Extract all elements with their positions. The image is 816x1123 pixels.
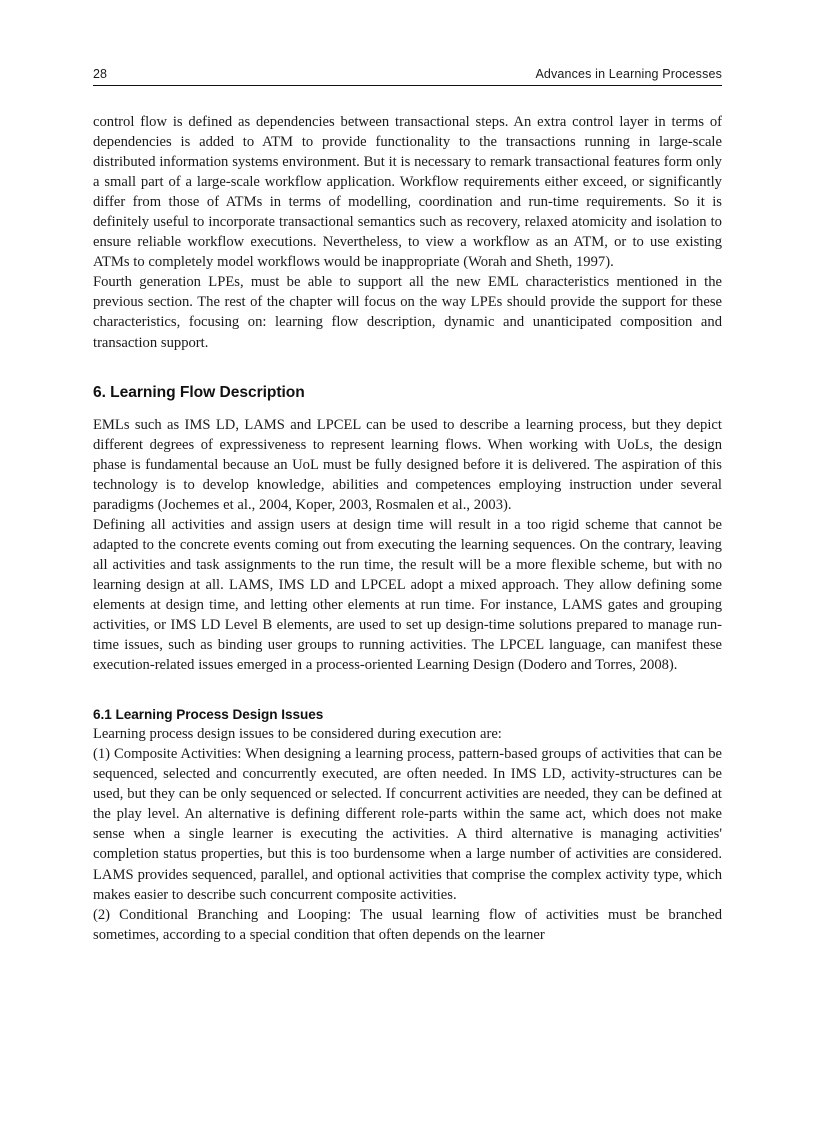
paragraph-control-flow: control flow is defined as dependencies between transactional steps. An extra control layer in terms of dependencies is added to ATM to provide functionality to the transactions running in large-scale distributed information systems environment. But it is necessary to remark transactional features form only a small part of a large-scale workflow application. Workflow requirements either exceed, or significantly differ from those of ATMs in terms of modelling, coordination and run-time requirements. So it is definitely useful to incorporate transactional semantics such as recovery, relaxed atomicity and isolation to ensure reliable workflow executions. Nevertheless, to view a workflow as an ATM, or to use existing ATMs to completely model workflows would be inappropriate (Worah and Sheth, 1997).	[93, 114, 722, 271]
spacer-after-section-6	[93, 403, 722, 415]
heading-section-6: 6. Learning Flow Description	[93, 383, 305, 401]
running-title: Advances in Learning Processes	[535, 67, 722, 81]
paragraph-design-issues-intro: Learning process design issues to be considered during execution are:	[93, 726, 502, 743]
running-head	[93, 68, 722, 86]
paragraph-fourth-generation-lpes: Fourth generation LPEs, must be able to support all the new EML characteristics mentioned in the previous section. The rest of the chapter will focus on the way LPEs should provide the support for these characteristics, focusing on: learning flow description, dynamic and unanticipated composition and transaction support.	[93, 274, 722, 351]
page-number: 28	[93, 67, 108, 81]
paragraph-defining-activities: Defining all activities and assign users at design time will result in a too rigid scheme that cannot be adapted to the concrete events coming out from executing the learning sequences. On the contrary, leaving all activities and task assignments to the run time, the result will be a more flexible scheme, but with no learning design at all. LAMS, IMS LD and LPCEL adopt a mixed approach. They allow defining some elements at design time, and letting other elements at run time. For instance, LAMS gates and grouping activities, or IMS LD Level B elements, are used to set up design-time solutions prepared to manage run-time issues, such as binding user groups to running activities. The LPCEL language, can manifest these execution-related issues emerged in a process-oriented Learning Design (Dodero and Torres, 2008).	[93, 516, 722, 674]
heading-subsection-6-1: 6.1 Learning Process Design Issues	[93, 707, 324, 723]
paragraph-conditional-branching: (2) Conditional Branching and Looping: The usual learning flow of activities must be branched sometimes, according to a special condition that often depends on the learner	[93, 906, 722, 943]
text-column	[93, 112, 722, 945]
paragraph-composite-activities: (1) Composite Activities: When designing a learning process, pattern-based groups of activities that can be sequenced, selected and concurrently executed, are often needed. In IMS LD, activity-structures can be used, but they can be only sequenced or selected. If concurrent activities are needed, they can be defined at the play level. An alternative is defining different role-parts within the same act, which does not make sense when a single learner is executing the activities. A third alternative is managing activities' completion status properties, but this is too burdensome when a large number of activities are considered. LAMS provides sequenced, parallel, and optional activities that comprise the complex activity type, which makes easier to describe such concurrent composite activities.	[93, 746, 722, 903]
spacer-before-subsection-6-1	[93, 675, 722, 705]
spacer-before-section-6	[93, 353, 722, 383]
paragraph-emls-overview: EMLs such as IMS LD, LAMS and LPCEL can be used to describe a learning process, but they depict different degrees of expressiveness to represent learning flows. When working with UoLs, the design phase is fundamental because an UoL must be fully designed before it is delivered. The aspiration of this technology is to develop knowledge, abilities and competences employing instruction under several paradigms (Jochemes et al., 2004, Koper, 2003, Rosmalen et al., 2003).	[93, 416, 722, 513]
